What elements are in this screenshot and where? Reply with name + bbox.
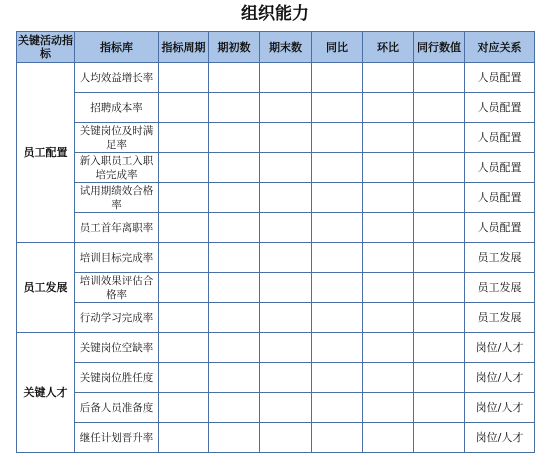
header-row (17, 32, 535, 63)
indicator-cell: 继任计划晋升率 (75, 423, 159, 453)
header-cell: 同行数值 (414, 32, 465, 63)
empty-cell (159, 183, 209, 213)
empty-cell (209, 183, 260, 213)
empty-cell (159, 153, 209, 183)
category-cell: 员工配置 (17, 63, 75, 243)
empty-cell (209, 63, 260, 93)
empty-cell (159, 333, 209, 363)
empty-cell (363, 183, 414, 213)
table-row (17, 393, 535, 423)
indicator-cell: 关键岗位及时满足率 (75, 123, 159, 153)
empty-cell (312, 303, 363, 333)
empty-cell (414, 333, 465, 363)
empty-cell (260, 363, 312, 393)
empty-cell (209, 333, 260, 363)
indicator-cell: 后备人员准备度 (75, 393, 159, 423)
table-row (17, 213, 535, 243)
page-title: 组织能力 (241, 4, 309, 24)
relation-cell: 人员配置 (465, 213, 535, 243)
header-cell: 期初数 (209, 32, 260, 63)
table-row (17, 63, 535, 93)
empty-cell (312, 93, 363, 123)
indicator-cell: 员工首年离职率 (75, 213, 159, 243)
empty-cell (363, 63, 414, 93)
empty-cell (159, 123, 209, 153)
table-row (17, 333, 535, 363)
empty-cell (363, 273, 414, 303)
relation-cell: 员工发展 (465, 303, 535, 333)
empty-cell (312, 63, 363, 93)
empty-cell (363, 153, 414, 183)
empty-cell (209, 213, 260, 243)
empty-cell (363, 303, 414, 333)
empty-cell (414, 393, 465, 423)
empty-cell (363, 123, 414, 153)
empty-cell (159, 63, 209, 93)
relation-cell: 人员配置 (465, 93, 535, 123)
category-cell: 关键人才 (17, 333, 75, 453)
empty-cell (260, 63, 312, 93)
empty-cell (260, 213, 312, 243)
table-row (17, 123, 535, 153)
header-cell: 同比 (312, 32, 363, 63)
table-row (17, 423, 535, 453)
table-row (17, 363, 535, 393)
indicator-cell: 培训目标完成率 (75, 243, 159, 273)
header-cell: 指标库 (75, 32, 159, 63)
table-row (17, 183, 535, 213)
relation-cell: 岗位/人才 (465, 363, 535, 393)
empty-cell (414, 213, 465, 243)
empty-cell (260, 423, 312, 453)
empty-cell (260, 303, 312, 333)
empty-cell (363, 243, 414, 273)
empty-cell (159, 243, 209, 273)
empty-cell (260, 183, 312, 213)
indicator-cell: 行动学习完成率 (75, 303, 159, 333)
empty-cell (312, 183, 363, 213)
empty-cell (363, 423, 414, 453)
relation-cell: 岗位/人才 (465, 333, 535, 363)
empty-cell (209, 423, 260, 453)
table-row (17, 153, 535, 183)
empty-cell (209, 273, 260, 303)
empty-cell (260, 153, 312, 183)
table-row (17, 93, 535, 123)
empty-cell (414, 183, 465, 213)
table-row (17, 303, 535, 333)
empty-cell (363, 93, 414, 123)
empty-cell (209, 153, 260, 183)
relation-cell: 岗位/人才 (465, 393, 535, 423)
empty-cell (363, 393, 414, 423)
relation-cell: 员工发展 (465, 273, 535, 303)
header-cell: 指标周期 (159, 32, 209, 63)
empty-cell (209, 393, 260, 423)
empty-cell (414, 153, 465, 183)
empty-cell (260, 333, 312, 363)
relation-cell: 岗位/人才 (465, 423, 535, 453)
empty-cell (414, 273, 465, 303)
empty-cell (159, 423, 209, 453)
header-cell: 期末数 (260, 32, 312, 63)
empty-cell (312, 123, 363, 153)
header-cell: 关键活动指标 (17, 32, 75, 63)
empty-cell (159, 93, 209, 123)
empty-cell (312, 423, 363, 453)
empty-cell (312, 333, 363, 363)
indicator-cell: 人均效益增长率 (75, 63, 159, 93)
category-cell: 员工发展 (17, 243, 75, 333)
empty-cell (209, 303, 260, 333)
table-row (17, 273, 535, 303)
empty-cell (209, 93, 260, 123)
empty-cell (159, 303, 209, 333)
empty-cell (414, 303, 465, 333)
empty-cell (312, 363, 363, 393)
relation-cell: 员工发展 (465, 243, 535, 273)
empty-cell (414, 363, 465, 393)
empty-cell (363, 363, 414, 393)
relation-cell: 人员配置 (465, 183, 535, 213)
relation-cell: 人员配置 (465, 153, 535, 183)
empty-cell (312, 273, 363, 303)
empty-cell (414, 63, 465, 93)
indicator-cell: 关键岗位空缺率 (75, 333, 159, 363)
empty-cell (312, 153, 363, 183)
indicator-cell: 新入职员工入职培完成率 (75, 153, 159, 183)
empty-cell (209, 123, 260, 153)
empty-cell (414, 123, 465, 153)
empty-cell (159, 363, 209, 393)
header-cell: 环比 (363, 32, 414, 63)
empty-cell (260, 243, 312, 273)
empty-cell (209, 363, 260, 393)
empty-cell (159, 213, 209, 243)
indicator-table (16, 31, 535, 453)
empty-cell (260, 393, 312, 423)
empty-cell (260, 123, 312, 153)
empty-cell (260, 273, 312, 303)
header-cell: 对应关系 (465, 32, 535, 63)
relation-cell: 人员配置 (465, 63, 535, 93)
empty-cell (414, 93, 465, 123)
empty-cell (363, 333, 414, 363)
indicator-cell: 关键岗位胜任度 (75, 363, 159, 393)
empty-cell (414, 243, 465, 273)
empty-cell (312, 213, 363, 243)
empty-cell (159, 273, 209, 303)
indicator-cell: 试用期绩效合格率 (75, 183, 159, 213)
indicator-cell: 招聘成本率 (75, 93, 159, 123)
table-row (17, 243, 535, 273)
empty-cell (260, 93, 312, 123)
empty-cell (312, 243, 363, 273)
empty-cell (159, 393, 209, 423)
empty-cell (414, 423, 465, 453)
empty-cell (312, 393, 363, 423)
relation-cell: 人员配置 (465, 123, 535, 153)
empty-cell (209, 243, 260, 273)
indicator-cell: 培训效果评估合格率 (75, 273, 159, 303)
empty-cell (363, 213, 414, 243)
